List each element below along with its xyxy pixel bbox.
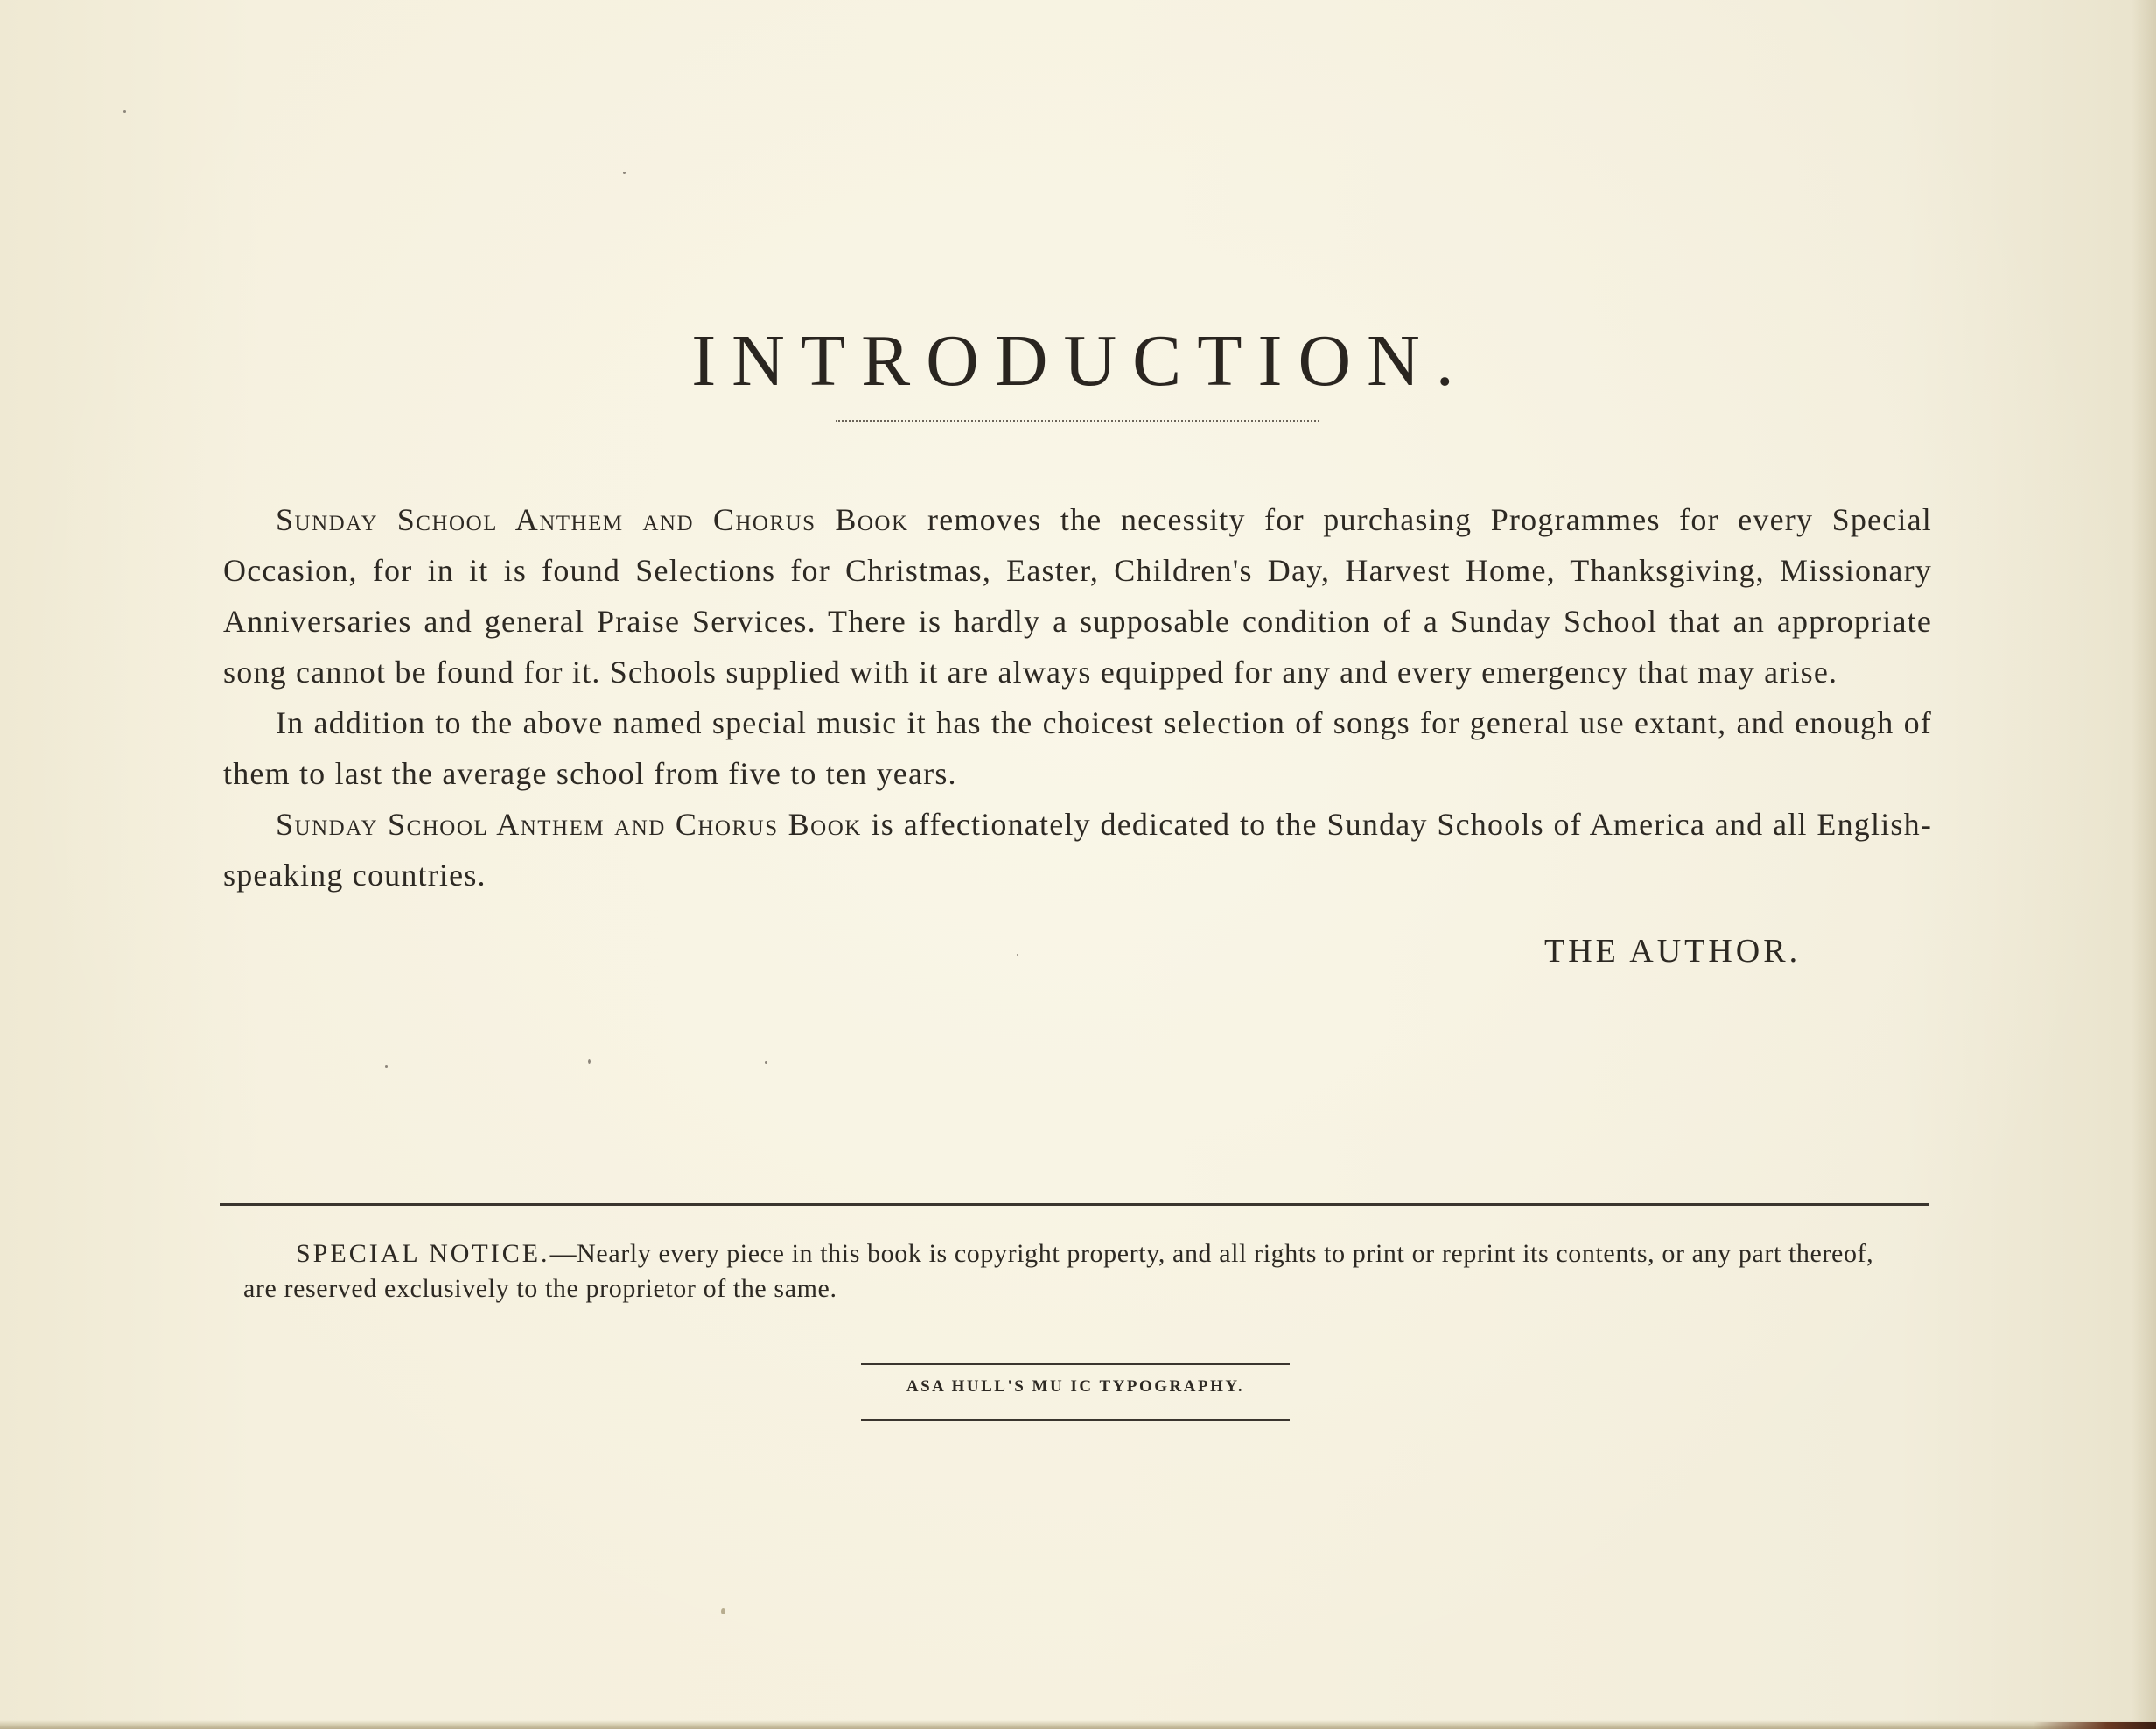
page-edge-shadow (2132, 0, 2156, 1729)
notice-text: —Nearly every piece in this book is copyright property, and all rights to print or reprint its contents, or any part thereof, are reserved exclusively to the proprietor of the same. (243, 1239, 1874, 1303)
ink-speck (623, 172, 626, 174)
typography-credit: ASA HULL'S MU IC TYPOGRAPHY. (906, 1377, 1245, 1396)
credit-rule-bottom (861, 1419, 1290, 1421)
special-notice (243, 1236, 1906, 1306)
credit-rule-top (861, 1363, 1290, 1365)
paragraph-text: removes the necessity for purchasing Programmes for every Special Occasion, for in it is found Selections for Christmas, Easter, Children's Day, Harvest Home, Thanksgiving, Missionary Anniversaries and general Praise Services. There is hardly a supposable condition of a Sunday School that an appropriate song cannot be found for it. Schools supplied with it are always equipped for any and every emergency that may arise. (223, 502, 1932, 690)
notice-divider (220, 1203, 1928, 1206)
paragraph-2 (223, 697, 1932, 799)
ink-speck (765, 1061, 767, 1064)
book-name: Sunday School Anthem and Chorus Book (276, 807, 862, 842)
ink-speck (588, 1059, 591, 1064)
binding-edge (2034, 1722, 2156, 1729)
page-bottom-edge (0, 1720, 2156, 1729)
paragraph-3 (223, 799, 1932, 900)
paragraph-text: is affectionately dedicated to the Sunday Schools of America and all English-speaking countries. (223, 807, 1933, 892)
title-divider (836, 420, 1320, 422)
notice-label: SPECIAL NOTICE. (296, 1239, 550, 1268)
ink-speck (1017, 954, 1018, 956)
ink-speck (385, 1065, 388, 1068)
page-title: INTRODUCTION. (691, 320, 1470, 402)
paragraph-text: In addition to the above named special music it has the choicest selection of songs for general use extant, and enough of them to last the average school from five to ten years. (223, 705, 1932, 791)
ink-speck (721, 1608, 725, 1614)
paragraph-1 (223, 494, 1932, 697)
ink-speck (123, 110, 126, 113)
author-signature: THE AUTHOR. (1544, 933, 1802, 970)
book-name: Sunday School Anthem and Chorus Book (276, 502, 909, 537)
introduction-body (223, 494, 1932, 900)
